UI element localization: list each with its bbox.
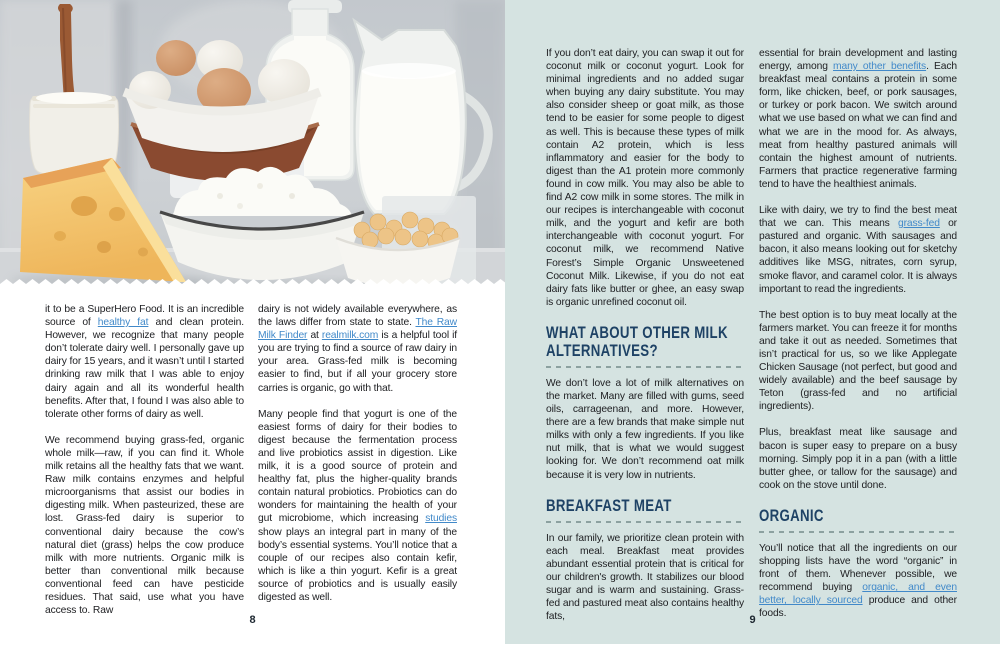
dairy-photo-illustration: [0, 0, 505, 292]
paragraph: We recommend buying grass-fed, organic whole milk—raw, if you can find it. Whole milk retains all the healthy fats that we want. Raw milk contains enzymes and helpful microorganisms that assist our bodies in digesting milk. When pasteurized, these are lost. Grass-fed dairy is superior to conventional dairy because the cow’s natural diet (grass) helps the cow produce milk with more nutrients. Organic milk is better than conventional milk because conventional feed can have pesticide residues. That said, use what you have access to. Raw: [45, 434, 244, 617]
paragraph: Like with dairy, we try to find the best meat that we can. This means grass-fed or pastured and organic. With sausages and bacon, it also means looking out for sketchy additives like MSG, nitrates, corn syrup, smoke flavor, and caramel color. It is always important to read the ingredients.: [759, 205, 957, 295]
paragraph: essential for brain development and lasting energy, among many other benefits. Each breakfast meal contains a protein in some form, like chicken, beef, or pork sausages, or turkey or pork bacon. We switch around what we use based on what we can find and what we are in the mood for. As always, meat from healthy pastured animals will contain the highest amount of nutrients. Farmers that practice regenerative farming tend to have the healthiest animals.: [759, 48, 957, 190]
page-number-left: 8: [249, 614, 256, 626]
inline-link[interactable]: studies: [425, 513, 457, 525]
inline-link[interactable]: grass-fed: [897, 218, 940, 230]
paragraph: dairy is not widely available everywhere, as the laws differ from state to state. The Raw Milk Finder at realmilk.com is a helpful tool if you are trying to find a source of raw dairy in your area. Grass-fed milk is becoming easier to find, but if all your grocery store carries is organic, go with that.: [258, 304, 457, 394]
paragraph: You’ll notice that all the ingredients on our shopping lists have the word “organic” in front of them. Whenever possible, we recommend buying organic, and even better, locally sourced produce and other foods.: [759, 542, 957, 620]
left-page-text: [45, 303, 457, 630]
paragraph: Many people find that yogurt is one of the easiest forms of dairy for their bodies to digest because the fermentation process and live probiotics assist in digestion. Like milk, it is a good source of protein and healthy fat, plus the higher-quality brands contain natural probiotics. Probiotics can do wonders for maintaining the health of your gut microbiome, which increasing studies show plays an integral part in many of the body’s essential systems. You’ll notice that a couple of our recipes also contain kefir, which is like a thin yogurt. Kefir is a great source of probiotics and is usually easily digested as well.: [258, 408, 457, 603]
paragraph: We don’t love a lot of milk alternatives on the market. Many are filled with gums, seed oils, carrageenan, and more. However, there are a few brands that make simple nut milks with only a few ingredients. If you like nut milk, that is what we would suggest looking for. We don’t recommend oat milk because it is very low in nutrients.: [546, 377, 744, 481]
section-heading-milk-alternatives: WHAT ABOUT OTHER MILK ALTERNATIVES?: [546, 322, 728, 360]
page-number-right: 9: [749, 614, 756, 626]
dashed-divider: [546, 366, 744, 368]
paragraph: Plus, breakfast meat like sausage and bacon is super easy to prepare on a busy morning. Simply pop it in a pan (with a little butter ghee, or tallow for the sausage) and cook on the stove until done.: [759, 427, 957, 491]
inline-link[interactable]: healthy fat: [97, 317, 149, 329]
page-right: [505, 0, 1000, 644]
text-column: [546, 47, 744, 636]
inline-link[interactable]: The Raw Milk Finder: [258, 317, 457, 342]
paragraph: If you don’t eat dairy, you can swap it out for coconut milk or coconut yogurt. Look for minimal ingredients and no added sugar when buying any dairy substitute. You may also consider sheep or goat milk, as those tend to be easier for some people to digest as well. This is because these types of milk contain A2 protein, which is less inflammatory and easier for the body to digest than the A1 protein more commonly found in cow milk. You may also be able to find A2 cow milk in some stores. The milk in our recipes is interchangeable with coconut milk, and the yogurt and kefir are both interchangeable with coconut yogurt. For coconut milk, we recommend Native Forest’s Simple Organic Unsweetened Coconut Milk. Likewise, if you do not eat dairy fats like butter or ghee, an easy swap is organic unrefined coconut oil.: [546, 48, 744, 308]
dashed-divider: [546, 521, 744, 523]
text-column: [759, 47, 957, 636]
dairy-photo: [0, 0, 505, 292]
section-heading-organic: ORGANIC: [759, 505, 824, 525]
text-column: [258, 303, 457, 630]
section-heading-breakfast-meat: BREAKFAST MEAT: [546, 495, 672, 515]
paragraph: The best option is to buy meat locally at the farmers market. You can freeze it for months and take it out as needed. Sometimes that isn’t practical for us, so we like Applegate Chicken Sausage (not perfect, but good and widely available) and the beef sausage by Teton (grass-fed and no artificial ingredients).: [759, 309, 957, 413]
inline-link[interactable]: realmilk.com: [321, 330, 379, 342]
inline-link[interactable]: organic, and even better, locally sourced: [759, 582, 957, 607]
paragraph: it to be a SuperHero Food. It is an incredible source of healthy fat and clean protein. However, we recognize that many people don’t tolerate dairy well. I personally gave up dairy for 15 years, and it wasn’t until I started drinking raw milk that I was able to enjoy dairy again and all its wonderful health benefits. After that, I found I was also able to tolerate other forms of dairy as well.: [45, 304, 244, 420]
text-column: [45, 303, 244, 630]
paragraph: In our family, we prioritize clean protein with each meal. Breakfast meat provides abundant essential protein that is critical for our children's growth. It stabilizes our blood sugar and is warm and sustaining. Grass-fed and pastured meat also contains healthy fats,: [546, 532, 744, 623]
inline-link[interactable]: many other benefits: [833, 61, 927, 73]
dashed-divider: [759, 531, 957, 533]
right-page-text: [546, 47, 957, 636]
zigzag-edge: [0, 279, 505, 292]
